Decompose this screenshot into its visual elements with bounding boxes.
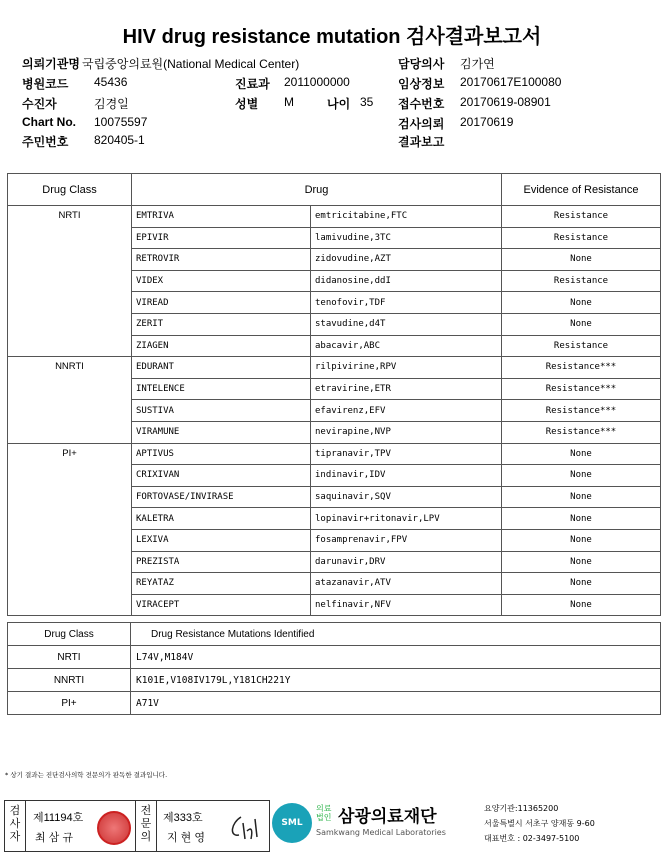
page-title: HIV drug resistance mutation 검사결과보고서 xyxy=(122,26,542,48)
evidence-cell: Resistance*** xyxy=(502,357,661,379)
report-label: 결과보고 xyxy=(398,135,445,149)
reviewer-no: 제333호 xyxy=(163,812,203,824)
drug-generic-cell: nevirapine,NVP xyxy=(311,421,502,443)
drug-generic-cell: efavirenz,EFV xyxy=(311,400,502,422)
drug-generic-cell: atazanavir,ATV xyxy=(311,573,502,595)
signature-icon xyxy=(227,813,263,843)
drug-brand-cell: VIRACEPT xyxy=(132,594,311,616)
inst-label: 의뢰기관명 xyxy=(22,57,80,71)
drug-generic-cell: rilpivirine,RPV xyxy=(311,357,502,379)
sml-logo-icon: SML xyxy=(272,803,312,843)
drug-brand-cell: ZIAGEN xyxy=(132,335,311,357)
table-row xyxy=(8,206,661,228)
mut-class-cell: PI+ xyxy=(8,692,131,715)
age-label: 나이 xyxy=(327,97,351,111)
drug-brand-cell: VIREAD xyxy=(132,292,311,314)
mut-value-cell: L74V,M184V xyxy=(131,646,661,669)
reviewer-name: 지 현 영 xyxy=(167,832,205,844)
inst-value: 국립중앙의료원(National Medical Center) xyxy=(82,57,300,71)
footnote: * 상기 결과는 진단검사의학 전문의가 판독한 결과입니다. xyxy=(5,771,168,779)
inst-address: 서울특별시 서초구 양재동 9-60 xyxy=(484,819,595,828)
evidence-cell: Resistance xyxy=(502,206,661,228)
drug-brand-cell: KALETRA xyxy=(132,508,311,530)
evidence-cell: Resistance*** xyxy=(502,421,661,443)
inst-name: 삼광의료재단 xyxy=(338,807,437,827)
evidence-cell: None xyxy=(502,292,661,314)
drug-generic-cell: etravirine,ETR xyxy=(311,378,502,400)
drug-generic-cell: didanosine,ddI xyxy=(311,270,502,292)
tester-name: 최 삼 규 xyxy=(35,832,73,844)
evidence-cell: None xyxy=(502,486,661,508)
receipt-value: 20170619-08901 xyxy=(460,95,551,109)
tester-box-text: 검사자 xyxy=(9,804,21,843)
chart-value: 10075597 xyxy=(94,115,148,129)
drug-brand-cell: PREZISTA xyxy=(132,551,311,573)
evidence-cell: Resistance xyxy=(502,227,661,249)
hospcode-label: 병원코드 xyxy=(22,77,69,91)
drug-generic-cell: tipranavir,TPV xyxy=(311,443,502,465)
table-row xyxy=(8,692,661,715)
evidence-cell: None xyxy=(502,508,661,530)
drug-brand-cell: APTIVUS xyxy=(132,443,311,465)
table-row xyxy=(8,443,661,465)
table-row xyxy=(8,357,661,379)
inst-name-en: Samkwang Medical Laboratories xyxy=(316,828,446,837)
evidence-cell: None xyxy=(502,465,661,487)
evidence-cell: Resistance*** xyxy=(502,400,661,422)
mutations-header-row xyxy=(8,623,661,646)
drug-brand-cell: INTELENCE xyxy=(132,378,311,400)
chart-label: Chart No. xyxy=(22,115,76,129)
evidence-cell: None xyxy=(502,529,661,551)
evidence-cell: None xyxy=(502,249,661,271)
doctor-value: 김가연 xyxy=(460,57,495,71)
drug-class-cell: PI+ xyxy=(8,443,132,616)
request-label: 검사의뢰 xyxy=(398,117,445,131)
clinical-label: 임상정보 xyxy=(398,77,445,91)
drug-brand-cell: SUSTIVA xyxy=(132,400,311,422)
drug-generic-cell: lamivudine,3TC xyxy=(311,227,502,249)
drug-brand-cell: REYATAZ xyxy=(132,573,311,595)
table-row xyxy=(8,646,661,669)
drug-brand-cell: LEXIVA xyxy=(132,529,311,551)
id-value: 820405-1 xyxy=(94,133,145,147)
reviewer-box-text: 전문의 xyxy=(140,804,152,843)
drug-generic-cell: abacavir,ABC xyxy=(311,335,502,357)
evidence-cell: None xyxy=(502,594,661,616)
patient-value: 김경일 xyxy=(94,97,129,111)
dept-value: 2011000000 xyxy=(284,75,350,89)
drug-class-cell: NRTI xyxy=(8,206,132,357)
sex-label: 성별 xyxy=(235,97,259,111)
request-value: 20170619 xyxy=(460,115,514,129)
drug-brand-cell: RETROVIR xyxy=(132,249,311,271)
drug-generic-cell: tenofovir,TDF xyxy=(311,292,502,314)
drug-generic-cell: lopinavir+ritonavir,LPV xyxy=(311,508,502,530)
inst-code: 요양기관:11365200 xyxy=(484,804,559,813)
inst-phone: 대표번호 : 02-3497-5100 xyxy=(484,834,580,843)
seal-stamp-icon xyxy=(97,811,131,845)
drug-brand-cell: VIDEX xyxy=(132,270,311,292)
clinical-value: 20170617E100080 xyxy=(460,75,562,89)
inst-corp: 의료법인 xyxy=(316,804,332,822)
mut-col-mutations: Drug Resistance Mutations Identified xyxy=(131,623,661,646)
reviewer-box-label xyxy=(135,801,157,851)
doctor-label: 담당의사 xyxy=(398,57,445,71)
evidence-cell: None xyxy=(502,551,661,573)
col-drug: Drug xyxy=(132,174,502,206)
table-row xyxy=(8,669,661,692)
evidence-cell: Resistance xyxy=(502,335,661,357)
tester-box-label xyxy=(5,801,26,851)
mut-col-class: Drug Class xyxy=(8,623,131,646)
drug-brand-cell: ZERIT xyxy=(132,313,311,335)
sex-value: M xyxy=(284,95,294,109)
evidence-cell: None xyxy=(502,443,661,465)
drug-generic-cell: emtricitabine,FTC xyxy=(311,206,502,228)
id-label: 주민번호 xyxy=(22,135,69,149)
evidence-cell: None xyxy=(502,573,661,595)
drug-generic-cell: darunavir,DRV xyxy=(311,551,502,573)
drug-brand-cell: FORTOVASE/INVIRASE xyxy=(132,486,311,508)
drug-generic-cell: zidovudine,AZT xyxy=(311,249,502,271)
table-header-row xyxy=(8,174,661,206)
mut-value-cell: K101E,V108IV179L,Y181CH221Y xyxy=(131,669,661,692)
patient-label: 수진자 xyxy=(22,97,57,111)
drug-class-cell: NNRTI xyxy=(8,357,132,443)
drug-brand-cell: EDURANT xyxy=(132,357,311,379)
drug-generic-cell: stavudine,d4T xyxy=(311,313,502,335)
receipt-label: 접수번호 xyxy=(398,97,445,111)
tester-no: 제11194호 xyxy=(33,812,84,824)
drug-brand-cell: CRIXIVAN xyxy=(132,465,311,487)
col-drug-class: Drug Class xyxy=(8,174,132,206)
col-evidence: Evidence of Resistance xyxy=(502,174,661,206)
hospcode-value: 45436 xyxy=(94,75,128,89)
drug-brand-cell: EMTRIVA xyxy=(132,206,311,228)
drug-generic-cell: indinavir,IDV xyxy=(311,465,502,487)
signature-block xyxy=(4,800,270,852)
mut-class-cell: NRTI xyxy=(8,646,131,669)
resistance-table xyxy=(7,173,661,616)
drug-brand-cell: EPIVIR xyxy=(132,227,311,249)
evidence-cell: Resistance*** xyxy=(502,378,661,400)
age-value: 35 xyxy=(360,95,374,109)
evidence-cell: Resistance xyxy=(502,270,661,292)
mutations-table xyxy=(7,622,661,715)
mut-class-cell: NNRTI xyxy=(8,669,131,692)
header-info xyxy=(22,55,662,155)
mut-value-cell: A71V xyxy=(131,692,661,715)
evidence-cell: None xyxy=(502,313,661,335)
drug-generic-cell: nelfinavir,NFV xyxy=(311,594,502,616)
drug-generic-cell: fosamprenavir,FPV xyxy=(311,529,502,551)
dept-label: 진료과 xyxy=(235,77,270,91)
drug-generic-cell: saquinavir,SQV xyxy=(311,486,502,508)
drug-brand-cell: VIRAMUNE xyxy=(132,421,311,443)
